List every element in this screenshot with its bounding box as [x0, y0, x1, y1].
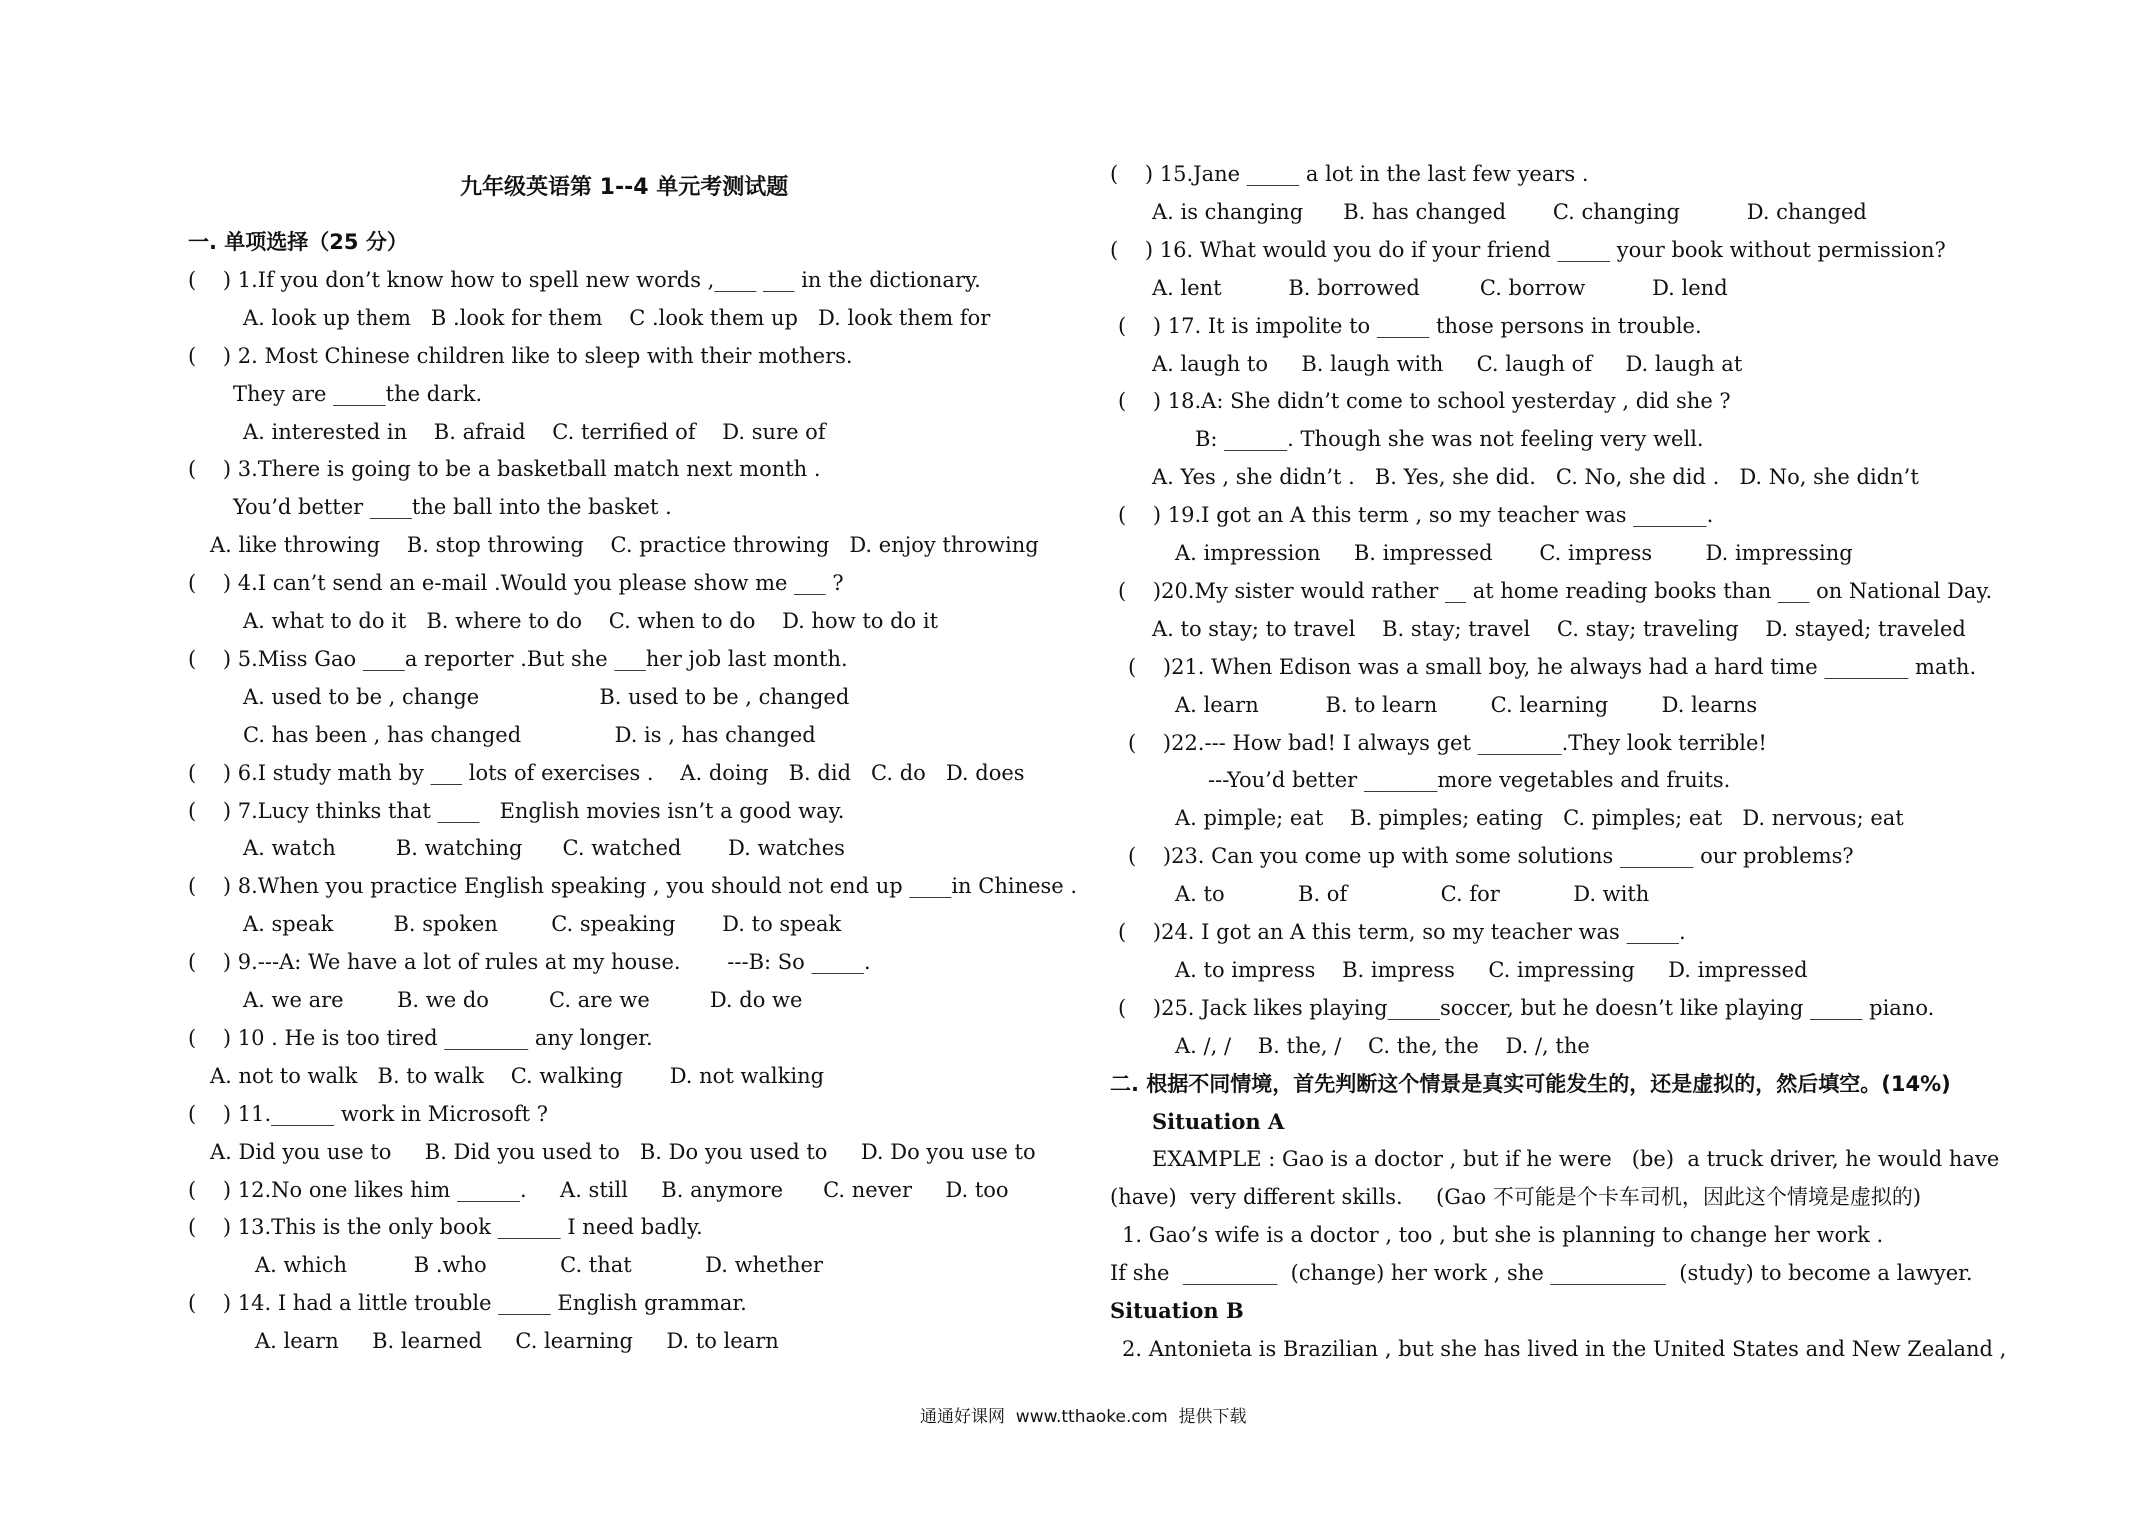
question-line: ( ) 13.This is the only book ______ I need badly.: [188, 1215, 703, 1239]
answer-options: A. Did you use to B. Did you used to B. Do you used to D. Do you use to: [210, 1140, 1036, 1164]
question-line: ( ) 16. What would you do if your friend _____ your book without permission?: [1110, 238, 1946, 262]
answer-options: A. like throwing B. stop throwing C. practice throwing D. enjoy throwing: [210, 533, 1039, 557]
text-line: EXAMPLE : Gao is a doctor , but if he were (be) a truck driver, he would have: [1152, 1147, 2000, 1171]
answer-options: A. to B. of C. for D. with: [1175, 882, 1650, 906]
question-line: ( )20.My sister would rather __ at home reading books than ___ on National Day.: [1118, 579, 1993, 603]
answer-options: A. we are B. we do C. are we D. do we: [243, 988, 803, 1012]
text-line: Situation A: [1152, 1109, 1285, 1134]
question-line: ( ) 18.A: She didn’t come to school yesterday , did she ?: [1118, 389, 1731, 413]
question-line: ( )21. When Edison was a small boy, he always had a hard time ________ math.: [1128, 655, 1977, 679]
text-line: If she _________ (change) her work , she ___________ (study) to become a lawyer.: [1110, 1261, 1973, 1285]
question-line: ( ) 4.I can’t send an e-mail .Would you please show me ___ ?: [188, 571, 844, 595]
answer-options: A. learn B. learned C. learning D. to learn: [255, 1329, 779, 1353]
text-line: B: ______. Though she was not feeling very well.: [1195, 427, 1704, 451]
question-line: ( ) 2. Most Chinese children like to sleep with their mothers.: [188, 344, 853, 368]
answer-options: A. watch B. watching C. watched D. watches: [243, 836, 845, 860]
question-line: ( ) 3.There is going to be a basketball match next month .: [188, 457, 821, 481]
answer-options: A. is changing B. has changed C. changing D. changed: [1152, 200, 1867, 224]
question-line: ( ) 5.Miss Gao ____a reporter .But she ___her job last month.: [188, 647, 848, 671]
answer-options: A. impression B. impressed C. impress D. impressing: [1175, 541, 1853, 565]
question-line: ( ) 17. It is impolite to _____ those persons in trouble.: [1118, 314, 1702, 338]
question-line: ( ) 11.______ work in Microsoft ?: [188, 1102, 549, 1126]
text-line: They are _____the dark.: [233, 382, 483, 406]
answer-options: A. laugh to B. laugh with C. laugh of D. laugh at: [1152, 352, 1743, 376]
text-line: 2. Antonieta is Brazilian , but she has lived in the United States and New Zealand ,: [1122, 1337, 2007, 1361]
answer-options: A. used to be , change B. used to be , changed: [243, 685, 850, 709]
answer-options: C. has been , has changed D. is , has changed: [243, 723, 816, 747]
question-line: ( ) 8.When you practice English speaking , you should not end up ____in Chinese .: [188, 874, 1078, 898]
answer-options: A. /, / B. the, / C. the, the D. /, the: [1175, 1034, 1590, 1058]
answer-options: A. to stay; to travel B. stay; travel C. stay; traveling D. stayed; traveled: [1152, 617, 1966, 641]
question-line: ( ) 7.Lucy thinks that ____ English movies isn’t a good way.: [188, 799, 845, 823]
text-line: 1. Gao’s wife is a doctor , too , but she is planning to change her work .: [1122, 1223, 1884, 1247]
page-title: 九年级英语第 1--4 单元考测试题: [460, 175, 789, 200]
question-line: ( ) 19.I got an A this term , so my teacher was _______.: [1118, 503, 1714, 527]
question-line: ( ) 10 . He is too tired ________ any longer.: [188, 1026, 653, 1050]
question-line: ( )23. Can you come up with some solutions _______ our problems?: [1128, 844, 1854, 868]
question-line: ( ) 1.If you don’t know how to spell new words ,____ ___ in the dictionary.: [188, 268, 981, 292]
question-line: ( ) 15.Jane _____ a lot in the last few years .: [1110, 162, 1589, 186]
answer-options: A. speak B. spoken C. speaking D. to speak: [243, 912, 842, 936]
footer-text: 通通好课网 www.tthaoke.com 提供下载: [920, 1407, 1247, 1427]
question-line: ( ) 6.I study math by ___ lots of exercises . A. doing B. did C. do D. does: [188, 761, 1025, 785]
answer-options: A. Yes , she didn’t . B. Yes, she did. C. No, she did . D. No, she didn’t: [1152, 465, 1919, 489]
answer-options: A. learn B. to learn C. learning D. learns: [1175, 693, 1758, 717]
answer-options: A. which B .who C. that D. whether: [255, 1253, 823, 1277]
answer-options: A. look up them B .look for them C .look them up D. look them for: [243, 306, 991, 330]
answer-options: A. pimple; eat B. pimples; eating C. pimples; eat D. nervous; eat: [1175, 806, 1904, 830]
text-line: (have) very different skills. (Gao 不可能是个卡车司机，因此这个情境是虚拟的): [1110, 1185, 1922, 1209]
text-line: ---You’d better _______more vegetables and fruits.: [1208, 768, 1731, 792]
text-line: Situation B: [1110, 1298, 1244, 1323]
answer-options: A. what to do it B. where to do C. when to do D. how to do it: [243, 609, 939, 633]
answer-options: A. not to walk B. to walk C. walking D. not walking: [210, 1064, 825, 1088]
question-line: ( )25. Jack likes playing_____soccer, but he doesn’t like playing _____ piano.: [1118, 996, 1935, 1020]
section-heading: 二. 根据不同情境，首先判断这个情景是真实可能发生的，还是虚拟的，然后填空。(14%): [1110, 1072, 1951, 1096]
question-line: ( ) 9.---A: We have a lot of rules at my house. ---B: So _____.: [188, 950, 871, 974]
answer-options: A. lent B. borrowed C. borrow D. lend: [1152, 276, 1728, 300]
question-line: ( ) 14. I had a little trouble _____ English grammar.: [188, 1291, 747, 1315]
section-heading: 一. 单项选择（25 分）: [188, 230, 408, 254]
answer-options: A. to impress B. impress C. impressing D. impressed: [1175, 958, 1808, 982]
question-line: ( )24. I got an A this term, so my teacher was _____.: [1118, 920, 1686, 944]
question-line: ( )22.--- How bad! I always get ________.They look terrible!: [1128, 731, 1767, 755]
answer-options: A. interested in B. afraid C. terrified of D. sure of: [243, 420, 826, 444]
text-line: You’d better ____the ball into the basket .: [233, 495, 672, 519]
question-line: ( ) 12.No one likes him ______. A. still B. anymore C. never D. too: [188, 1178, 1009, 1202]
